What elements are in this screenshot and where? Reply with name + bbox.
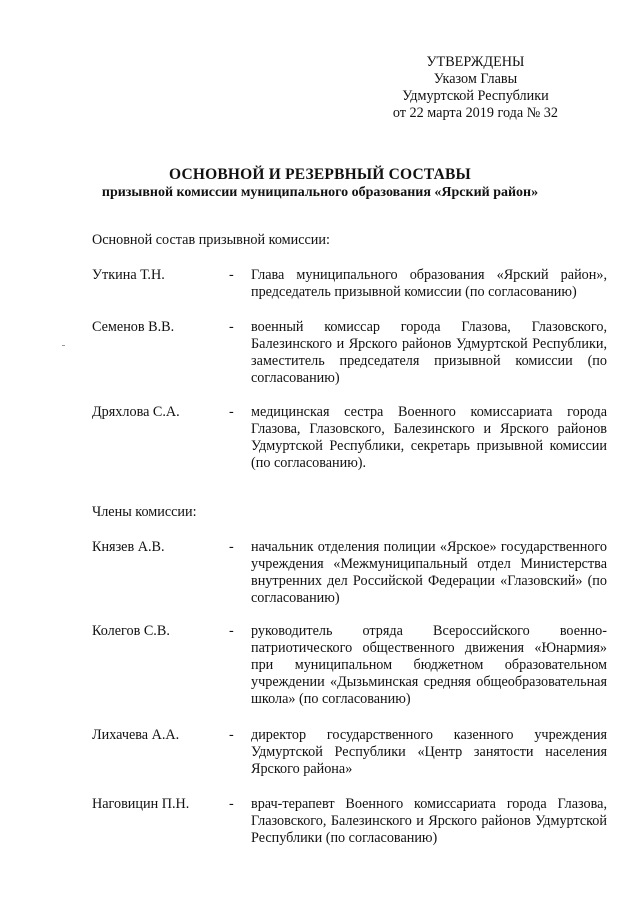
member-role: директор государственного казенного учреждения Удмуртской Республики «Центр занятости населения Ярского района» [251, 727, 607, 777]
member-name: Колегов С.В. [92, 623, 170, 639]
member-name: Дряхлова С.А. [92, 404, 180, 420]
scan-speck [62, 345, 65, 346]
member-role: начальник отделения полиции «Ярское» государственного учреждения «Межмуниципальный отдел Министерства внутренних дел Российской Федерации «Глазовский» (по согласованию) [251, 539, 607, 606]
member-dash: - [229, 267, 234, 283]
member-role: медицинская сестра Военного комиссариата города Глазова, Глазовского, Балезинского и Ярского районов Удмуртской Республики, секретарь призывной комиссии (по согласованию). [251, 404, 607, 471]
member-role: руководитель отряда Всероссийского военно-патриотического общественного движения «Юнармия» при муниципальном бюджетном образовательном учреждении «Дызьминская средняя общеобразовательная школа» (по согласованию) [251, 623, 607, 707]
member-role: военный комиссар города Глазова, Глазовского, Балезинского и Ярского районов Удмуртской Республики, заместитель председателя призывной комиссии (по согласованию) [251, 319, 607, 386]
member-name: Князев А.В. [92, 539, 165, 555]
approval-stamp [393, 54, 558, 122]
approval-line-1: УТВЕРЖДЕНЫ [426, 54, 525, 70]
approval-line-3: Удмуртской Республики [402, 88, 549, 104]
member-name: Лихачева А.А. [92, 727, 180, 743]
member-dash: - [229, 404, 234, 420]
title-main: ОСНОВНОЙ И РЕЗЕРВНЫЙ СОСТАВЫ [169, 166, 471, 183]
main-composition-heading: Основной состав призывной комиссии: [92, 232, 330, 248]
member-dash: - [229, 319, 234, 335]
member-role: врач-терапевт Военного комиссариата города Глазова, Глазовского, Балезинского и Ярского районов Удмуртской Республики (по согласованию) [251, 796, 607, 846]
members-heading: Члены комиссии: [92, 504, 197, 520]
member-name: Семенов В.В. [92, 319, 175, 335]
approval-line-2: Указом Главы [433, 71, 518, 87]
member-dash: - [229, 623, 234, 639]
member-name: Уткина Т.Н. [92, 267, 165, 283]
title-subtitle: призывной комиссии муниципального образования «Ярский район» [101, 185, 539, 200]
member-dash: - [229, 539, 234, 555]
document-title [0, 165, 640, 201]
member-name: Наговицин П.Н. [92, 796, 190, 812]
approval-line-4: от 22 марта 2019 года № 32 [392, 105, 558, 121]
member-role: Глава муниципального образования «Ярский район», председатель призывной комиссии (по согласованию) [251, 267, 607, 300]
member-dash: - [229, 727, 234, 743]
member-dash: - [229, 796, 234, 812]
